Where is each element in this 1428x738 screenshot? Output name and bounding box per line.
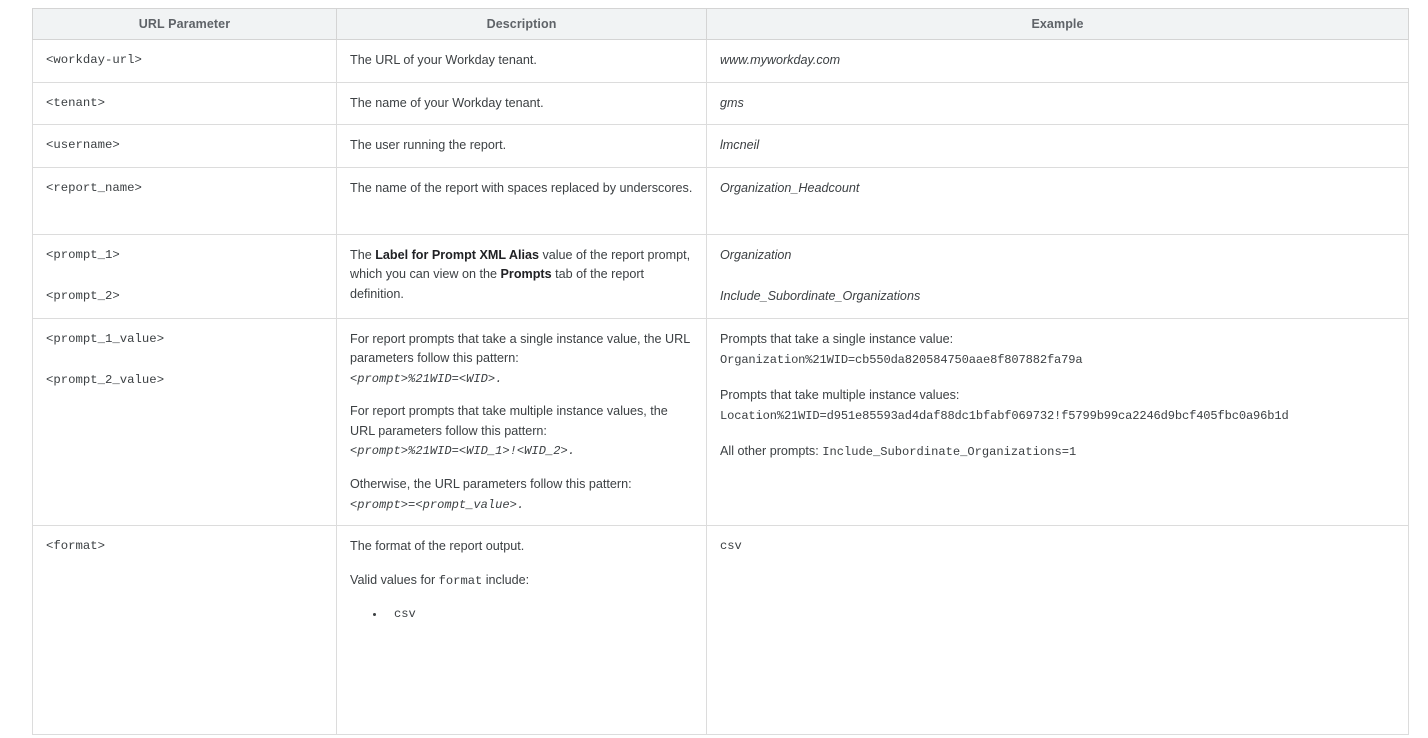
valid-values-list <box>350 605 694 624</box>
description-segment: The <box>350 247 376 262</box>
table-row <box>33 82 1409 125</box>
example-label: Prompts that take a single instance value: <box>720 331 954 346</box>
param-name: <prompt_1_value> <box>46 331 165 346</box>
cell-description <box>337 526 707 735</box>
cell-url-parameter <box>33 40 337 83</box>
cell-description <box>337 82 707 125</box>
description-bold-term: Prompts <box>500 267 552 282</box>
description-code-term: format <box>438 573 483 588</box>
table-header <box>33 9 1409 40</box>
description-segment: value of the report prompt, which you can view on the <box>350 247 691 282</box>
example-value: www.myworkday.com <box>720 53 841 67</box>
table-row <box>33 318 1409 526</box>
cell-url-parameter <box>33 167 337 234</box>
example-label: All other prompts: <box>720 444 823 459</box>
param-name: <format> <box>46 539 106 554</box>
description-text <box>350 475 694 514</box>
example-label: Prompts that take multiple instance values: <box>720 387 960 402</box>
description-text: The user running the report. <box>350 138 507 153</box>
example-value: Include_Subordinate_Organizations <box>720 289 921 304</box>
example-value: Organization <box>720 247 792 262</box>
param-name: <workday-url> <box>46 53 142 67</box>
param-name: <prompt_2_value> <box>46 372 165 387</box>
description-code-pattern: <prompt>%21WID=<WID_1>!<WID_2>. <box>350 444 575 459</box>
cell-description <box>337 318 707 526</box>
description-text <box>350 246 694 305</box>
example-value: lmcneil <box>720 138 760 153</box>
param-name: <username> <box>46 138 120 153</box>
param-name: <prompt_1> <box>46 247 120 262</box>
table-row <box>33 167 1409 234</box>
cell-url-parameter <box>33 234 337 318</box>
example-code: Location%21WID=d951e85593ad4daf88dc1bfabf069732!f5799b99ca2246d9bcf405fbc0a96b1d <box>720 409 1289 424</box>
example-code: csv <box>720 539 742 554</box>
description-segment: Otherwise, the URL parameters follow this pattern: <box>350 477 632 492</box>
cell-example <box>707 234 1409 318</box>
example-block <box>720 330 1396 370</box>
description-text <box>350 330 694 389</box>
cell-description <box>337 234 707 318</box>
cell-description <box>337 125 707 168</box>
table-row <box>33 125 1409 168</box>
description-code-pattern: <prompt>=<prompt_value>. <box>350 497 525 512</box>
description-text <box>350 571 694 591</box>
description-text <box>350 402 694 461</box>
cell-example <box>707 167 1409 234</box>
param-name: <tenant> <box>46 95 106 110</box>
column-header-description: Description <box>337 9 707 40</box>
example-block <box>720 442 1396 462</box>
url-parameter-table <box>32 8 1409 735</box>
url-parameter-table-container <box>32 8 1408 735</box>
description-text: The URL of your Workday tenant. <box>350 53 537 67</box>
example-value: Organization_Headcount <box>720 180 860 195</box>
list-item: • csv <box>386 605 694 624</box>
description-segment: include: <box>482 572 530 587</box>
table-row <box>33 40 1409 83</box>
cell-description <box>337 167 707 234</box>
column-header-example: Example <box>707 9 1409 40</box>
cell-example <box>707 82 1409 125</box>
description-text: The format of the report output. <box>350 539 525 554</box>
example-block <box>720 386 1396 426</box>
cell-url-parameter <box>33 526 337 735</box>
table-row <box>33 526 1409 735</box>
cell-example <box>707 526 1409 735</box>
cell-url-parameter <box>33 82 337 125</box>
cell-example <box>707 318 1409 526</box>
example-value: gms <box>720 95 744 110</box>
description-segment: For report prompts that take multiple instance values, the URL parameters follow this pattern: <box>350 404 668 438</box>
cell-example <box>707 125 1409 168</box>
description-segment: tab of the report definition. <box>350 267 645 301</box>
param-name: <prompt_2> <box>46 288 120 303</box>
param-name: <report_name> <box>46 180 142 195</box>
example-code: Include_Subordinate_Organizations=1 <box>822 445 1077 460</box>
description-segment: Valid values for <box>350 572 439 587</box>
description-text: The name of the report with spaces replaced by underscores. <box>350 180 693 195</box>
cell-example <box>707 40 1409 83</box>
column-header-url-parameter: URL Parameter <box>33 9 337 40</box>
table-body <box>33 40 1409 735</box>
description-segment: For report prompts that take a single instance value, the URL parameters follow this pattern: <box>350 331 690 366</box>
table-header-row <box>33 9 1409 40</box>
table-row <box>33 234 1409 318</box>
cell-url-parameter <box>33 125 337 168</box>
cell-description <box>337 40 707 83</box>
example-code: Organization%21WID=cb550da820584750aae8f807882fa79a <box>720 353 1083 368</box>
description-code-pattern: <prompt>%21WID=<WID>. <box>350 371 503 386</box>
description-bold-term: Label for Prompt XML Alias <box>375 247 539 262</box>
cell-url-parameter <box>33 318 337 526</box>
description-text: The name of your Workday tenant. <box>350 95 544 110</box>
